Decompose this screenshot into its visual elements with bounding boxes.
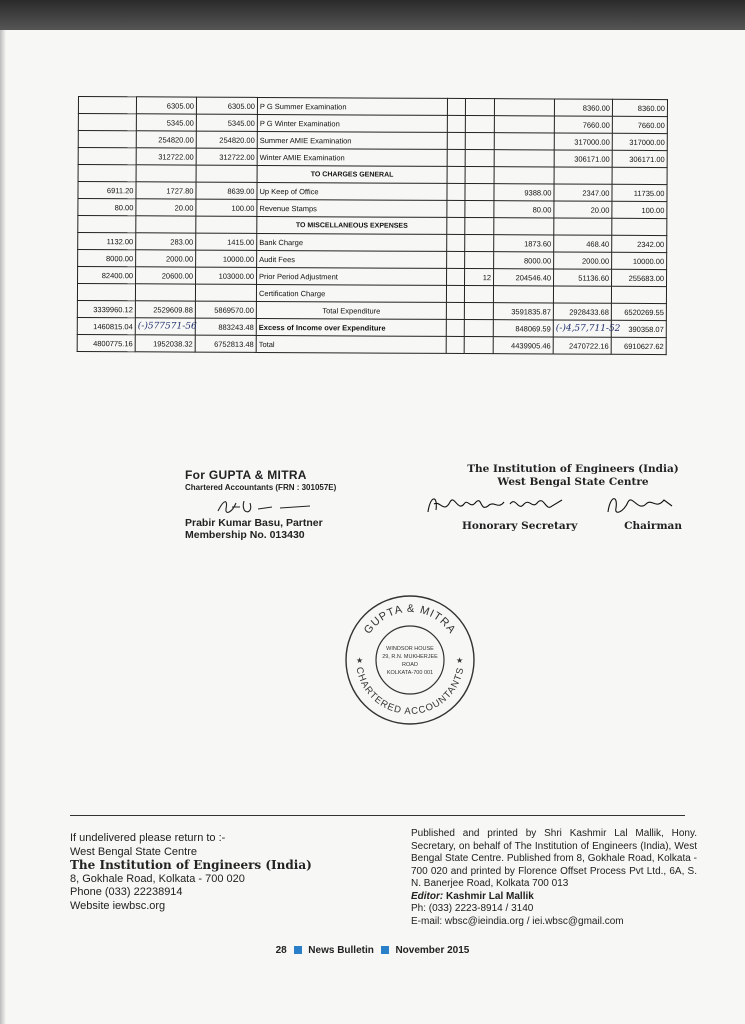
table-cell <box>447 183 465 200</box>
scan-left-edge <box>0 30 6 1024</box>
row-description: TO CHARGES GENERAL <box>257 165 447 183</box>
table-cell: 306171.00 <box>554 150 612 167</box>
return-centre: West Bengal State Centre <box>70 845 197 858</box>
table-cell: 80.00 <box>494 201 554 218</box>
table-cell <box>464 286 493 303</box>
table-cell: 1952038.32 <box>135 335 195 352</box>
table-cell <box>447 132 465 149</box>
handwritten-signatures <box>458 490 688 520</box>
stamp-inner-line-4: KOLKATA-700 001 <box>386 670 434 676</box>
table-cell: 12 <box>465 269 494 286</box>
table-cell <box>494 99 554 116</box>
table-cell: 2470722.16 <box>553 337 611 354</box>
publisher-paragraph: Published and printed by Shri Kashmir Lal Mallik, Hony. Secretary, on behalf of The Institution of Engineers (India), West Bengal State Centre. Published from 8, Gokhale Road, Kolkata - 700 020 and printed by Florence Offset Process Pvt Ltd., 6A, S. N. Banerjee Road, Kolkata 700 013 <box>411 828 697 889</box>
page-number: 28 <box>275 945 287 956</box>
stamp-ring-bottom: CHARTERED ACCOUNTANTS <box>353 666 467 718</box>
footer-divider <box>70 815 685 816</box>
return-institution: The Institution of Engineers (India) <box>70 858 312 872</box>
honorary-secretary-label: Honorary Secretary <box>462 520 578 532</box>
table-cell <box>447 268 465 285</box>
table-cell <box>464 303 493 320</box>
table-cell <box>136 216 196 233</box>
row-description: Excess of Income over Expenditure <box>256 318 446 336</box>
publisher-email: E-mail: wbsc@ieindia.org / iei.wbsc@gmail.com <box>411 915 624 927</box>
publisher-info <box>411 828 697 928</box>
table-cell <box>464 320 493 337</box>
table-cell: 1460815.04 <box>77 317 135 334</box>
table-cell <box>494 218 554 235</box>
table-cell <box>494 116 554 133</box>
table-cell <box>465 201 494 218</box>
table-cell <box>553 286 611 303</box>
table-cell: 317000.00 <box>554 133 612 150</box>
institution-signature-block <box>458 463 688 532</box>
table-cell <box>78 216 136 233</box>
row-description: P G Winter Examination <box>257 114 447 132</box>
table-cell: 7660.00 <box>612 116 667 133</box>
table-cell: 6910627.62 <box>611 337 666 354</box>
table-cell: 848069.59 <box>493 320 553 337</box>
table-cell: 5869570.00 <box>195 301 256 318</box>
square-bullet-icon <box>381 946 389 954</box>
row-description: Up Keep of Office <box>257 182 447 200</box>
table-cell: 3591835.87 <box>493 303 553 320</box>
table-cell: 2347.00 <box>554 184 612 201</box>
row-description: Revenue Stamps <box>257 199 447 217</box>
table-cell <box>78 148 136 165</box>
table-cell <box>78 131 136 148</box>
table-cell <box>447 217 465 234</box>
table-cell: 1727.80 <box>136 182 196 199</box>
table-cell: 20.00 <box>554 201 612 218</box>
table-cell: 6305.00 <box>196 97 257 114</box>
auditor-membership: Membership No. 013430 <box>185 529 305 541</box>
table-cell: 5345.00 <box>136 114 196 131</box>
table-cell: 6752813.48 <box>195 335 256 352</box>
auditor-partner: Prabir Kumar Basu, Partner <box>185 517 323 529</box>
table-cell: 2342.00 <box>612 235 667 252</box>
auditor-signature <box>210 495 336 517</box>
publication-title: News Bulletin <box>308 945 374 956</box>
table-cell: 2000.00 <box>554 252 612 269</box>
table-cell: 7660.00 <box>554 116 612 133</box>
row-description: Audit Fees <box>257 250 447 268</box>
table-cell: 80.00 <box>78 199 136 216</box>
return-website: Website iewbsc.org <box>70 899 166 912</box>
table-cell <box>612 167 667 184</box>
institution-name: The Institution of Engineers (India) <box>467 463 679 475</box>
table-cell: 883243.48 <box>195 318 256 335</box>
table-cell: 1132.00 <box>78 233 136 250</box>
table-cell <box>447 200 465 217</box>
table-cell: 312722.00 <box>136 148 196 165</box>
table-cell <box>446 285 464 302</box>
stamp-ring-top: GUPTA & MITRA <box>361 602 459 637</box>
return-phone: Phone (033) 22238914 <box>70 886 183 898</box>
table-cell: 254820.00 <box>196 131 257 148</box>
table-cell: 20.00 <box>136 199 196 216</box>
table-cell <box>78 114 136 131</box>
table-cell <box>465 99 494 116</box>
table-cell <box>447 234 465 251</box>
row-description: Summer AMIE Examination <box>257 131 447 149</box>
editor-name: Kashmir Lal Mallik <box>446 890 534 902</box>
auditor-firm: For GUPTA & MITRA <box>185 468 307 482</box>
table-cell <box>78 165 136 182</box>
table-cell: 100.00 <box>612 201 667 218</box>
table-cell <box>465 235 494 252</box>
scan-top-border <box>0 0 745 30</box>
table-cell: 100.00 <box>196 199 257 216</box>
table-cell: 390358.07 <box>611 320 666 337</box>
table-cell <box>554 167 612 184</box>
table-cell: 4439905.46 <box>493 337 553 354</box>
row-description: Total <box>256 335 446 353</box>
table-cell: 1873.60 <box>494 235 554 252</box>
table-cell: 9388.00 <box>494 184 554 201</box>
expenditure-table <box>77 96 668 355</box>
table-cell <box>465 218 494 235</box>
table-cell <box>446 336 464 353</box>
signatures <box>458 490 688 520</box>
table-cell <box>446 302 464 319</box>
return-address-line: 8, Gokhale Road, Kolkata - 700 020 <box>70 872 245 885</box>
row-description: P G Summer Examination <box>257 97 447 115</box>
stamp-inner-line-1: WINDSOR HOUSE <box>386 646 434 652</box>
table-cell <box>447 166 465 183</box>
editor-label: Editor: <box>411 890 444 902</box>
table-cell: 3339960.12 <box>77 300 135 317</box>
table-cell: 2000.00 <box>136 250 196 267</box>
table-cell: 6911.20 <box>78 182 136 199</box>
table-cell: 317000.00 <box>612 133 667 150</box>
stamp-star-right-icon: ★ <box>456 656 464 665</box>
table-cell <box>554 218 612 235</box>
table-cell: 312722.00 <box>196 148 257 165</box>
table-cell: 8000.00 <box>494 252 554 269</box>
issue-date: November 2015 <box>395 945 470 956</box>
table-cell: 2928433.68 <box>553 303 611 320</box>
table-cell: 10000.00 <box>196 250 257 267</box>
table-cell <box>447 115 465 132</box>
table-cell: 10000.00 <box>612 252 667 269</box>
table-cell <box>465 252 494 269</box>
row-description: Total Expenditure <box>256 301 446 319</box>
auditor-frn: Chartered Accountants (FRN : 301057E) <box>185 483 337 492</box>
table-cell <box>447 98 465 115</box>
table-cell <box>465 133 494 150</box>
auditor-signature-block <box>185 468 336 541</box>
table-cell <box>196 216 257 233</box>
row-description: Certification Charge <box>256 284 446 302</box>
table-cell <box>494 167 554 184</box>
table-cell <box>135 284 195 301</box>
table-row <box>77 334 666 354</box>
table-cell: 8360.00 <box>612 99 667 116</box>
table-cell: 20600.00 <box>136 267 196 284</box>
table-cell <box>78 97 136 114</box>
table-cell: 103000.00 <box>196 267 257 284</box>
row-description: Bank Charge <box>257 233 447 251</box>
table-cell: 2529609.88 <box>135 301 195 318</box>
table-cell <box>136 165 196 182</box>
table-cell <box>446 319 464 336</box>
institution-centre: West Bengal State Centre <box>497 476 649 488</box>
table-cell: 8000.00 <box>78 250 136 267</box>
table-cell <box>447 149 465 166</box>
table-cell: 51136.60 <box>554 269 612 286</box>
return-note: If undelivered please return to :- <box>70 832 226 844</box>
table-cell: 255683.00 <box>612 269 667 286</box>
table-cell: 8360.00 <box>554 99 612 116</box>
table-cell: 6520269.55 <box>611 303 666 320</box>
table-cell: 283.00 <box>136 233 196 250</box>
publisher-phone: Ph: (033) 2223-8914 / 3140 <box>411 903 534 914</box>
table-cell: 11735.00 <box>612 184 667 201</box>
table-cell: 204546.40 <box>494 269 554 286</box>
table-cell <box>465 184 494 201</box>
table-cell <box>494 150 554 167</box>
row-description: TO MISCELLANEOUS EXPENSES <box>257 216 447 234</box>
table-cell: 4800775.16 <box>77 334 135 351</box>
chairman-label: Chairman <box>624 520 682 532</box>
table-cell <box>464 337 493 354</box>
table-cell: 1415.00 <box>196 233 257 250</box>
table-cell <box>612 218 667 235</box>
table-cell <box>465 150 494 167</box>
svg-text:GUPTA & MITRA <box>362 603 458 636</box>
table-cell <box>611 286 666 303</box>
table-cell <box>465 167 494 184</box>
table-cell: 306171.00 <box>612 150 667 167</box>
table-cell <box>447 251 465 268</box>
stamp-inner-line-3: ROAD <box>402 662 418 668</box>
row-description: Winter AMIE Examination <box>257 148 447 166</box>
table-cell <box>493 286 553 303</box>
table-cell: (-)577571-56 <box>135 318 195 335</box>
table-cell <box>196 165 257 182</box>
square-bullet-icon <box>294 946 302 954</box>
page-footer <box>0 945 745 956</box>
return-address <box>70 832 312 913</box>
table-cell <box>465 116 494 133</box>
stamp-inner-line-2: 29, R.N. MUKHERJEE <box>382 654 438 660</box>
table-cell <box>494 133 554 150</box>
table-cell: 5345.00 <box>196 114 257 131</box>
table-cell <box>195 284 256 301</box>
table-cell: (-)4,57,711-52 <box>553 320 611 337</box>
table-cell: 8639.00 <box>196 182 257 199</box>
auditor-round-stamp <box>342 592 478 728</box>
row-description: Prior Period Adjustment <box>257 267 447 285</box>
table-cell: 6305.00 <box>136 97 196 114</box>
table-cell: 254820.00 <box>136 131 196 148</box>
table-cell <box>77 284 135 301</box>
stamp-star-left-icon: ★ <box>356 656 364 665</box>
table-cell: 468.40 <box>554 235 612 252</box>
table-cell: 82400.00 <box>78 267 136 284</box>
